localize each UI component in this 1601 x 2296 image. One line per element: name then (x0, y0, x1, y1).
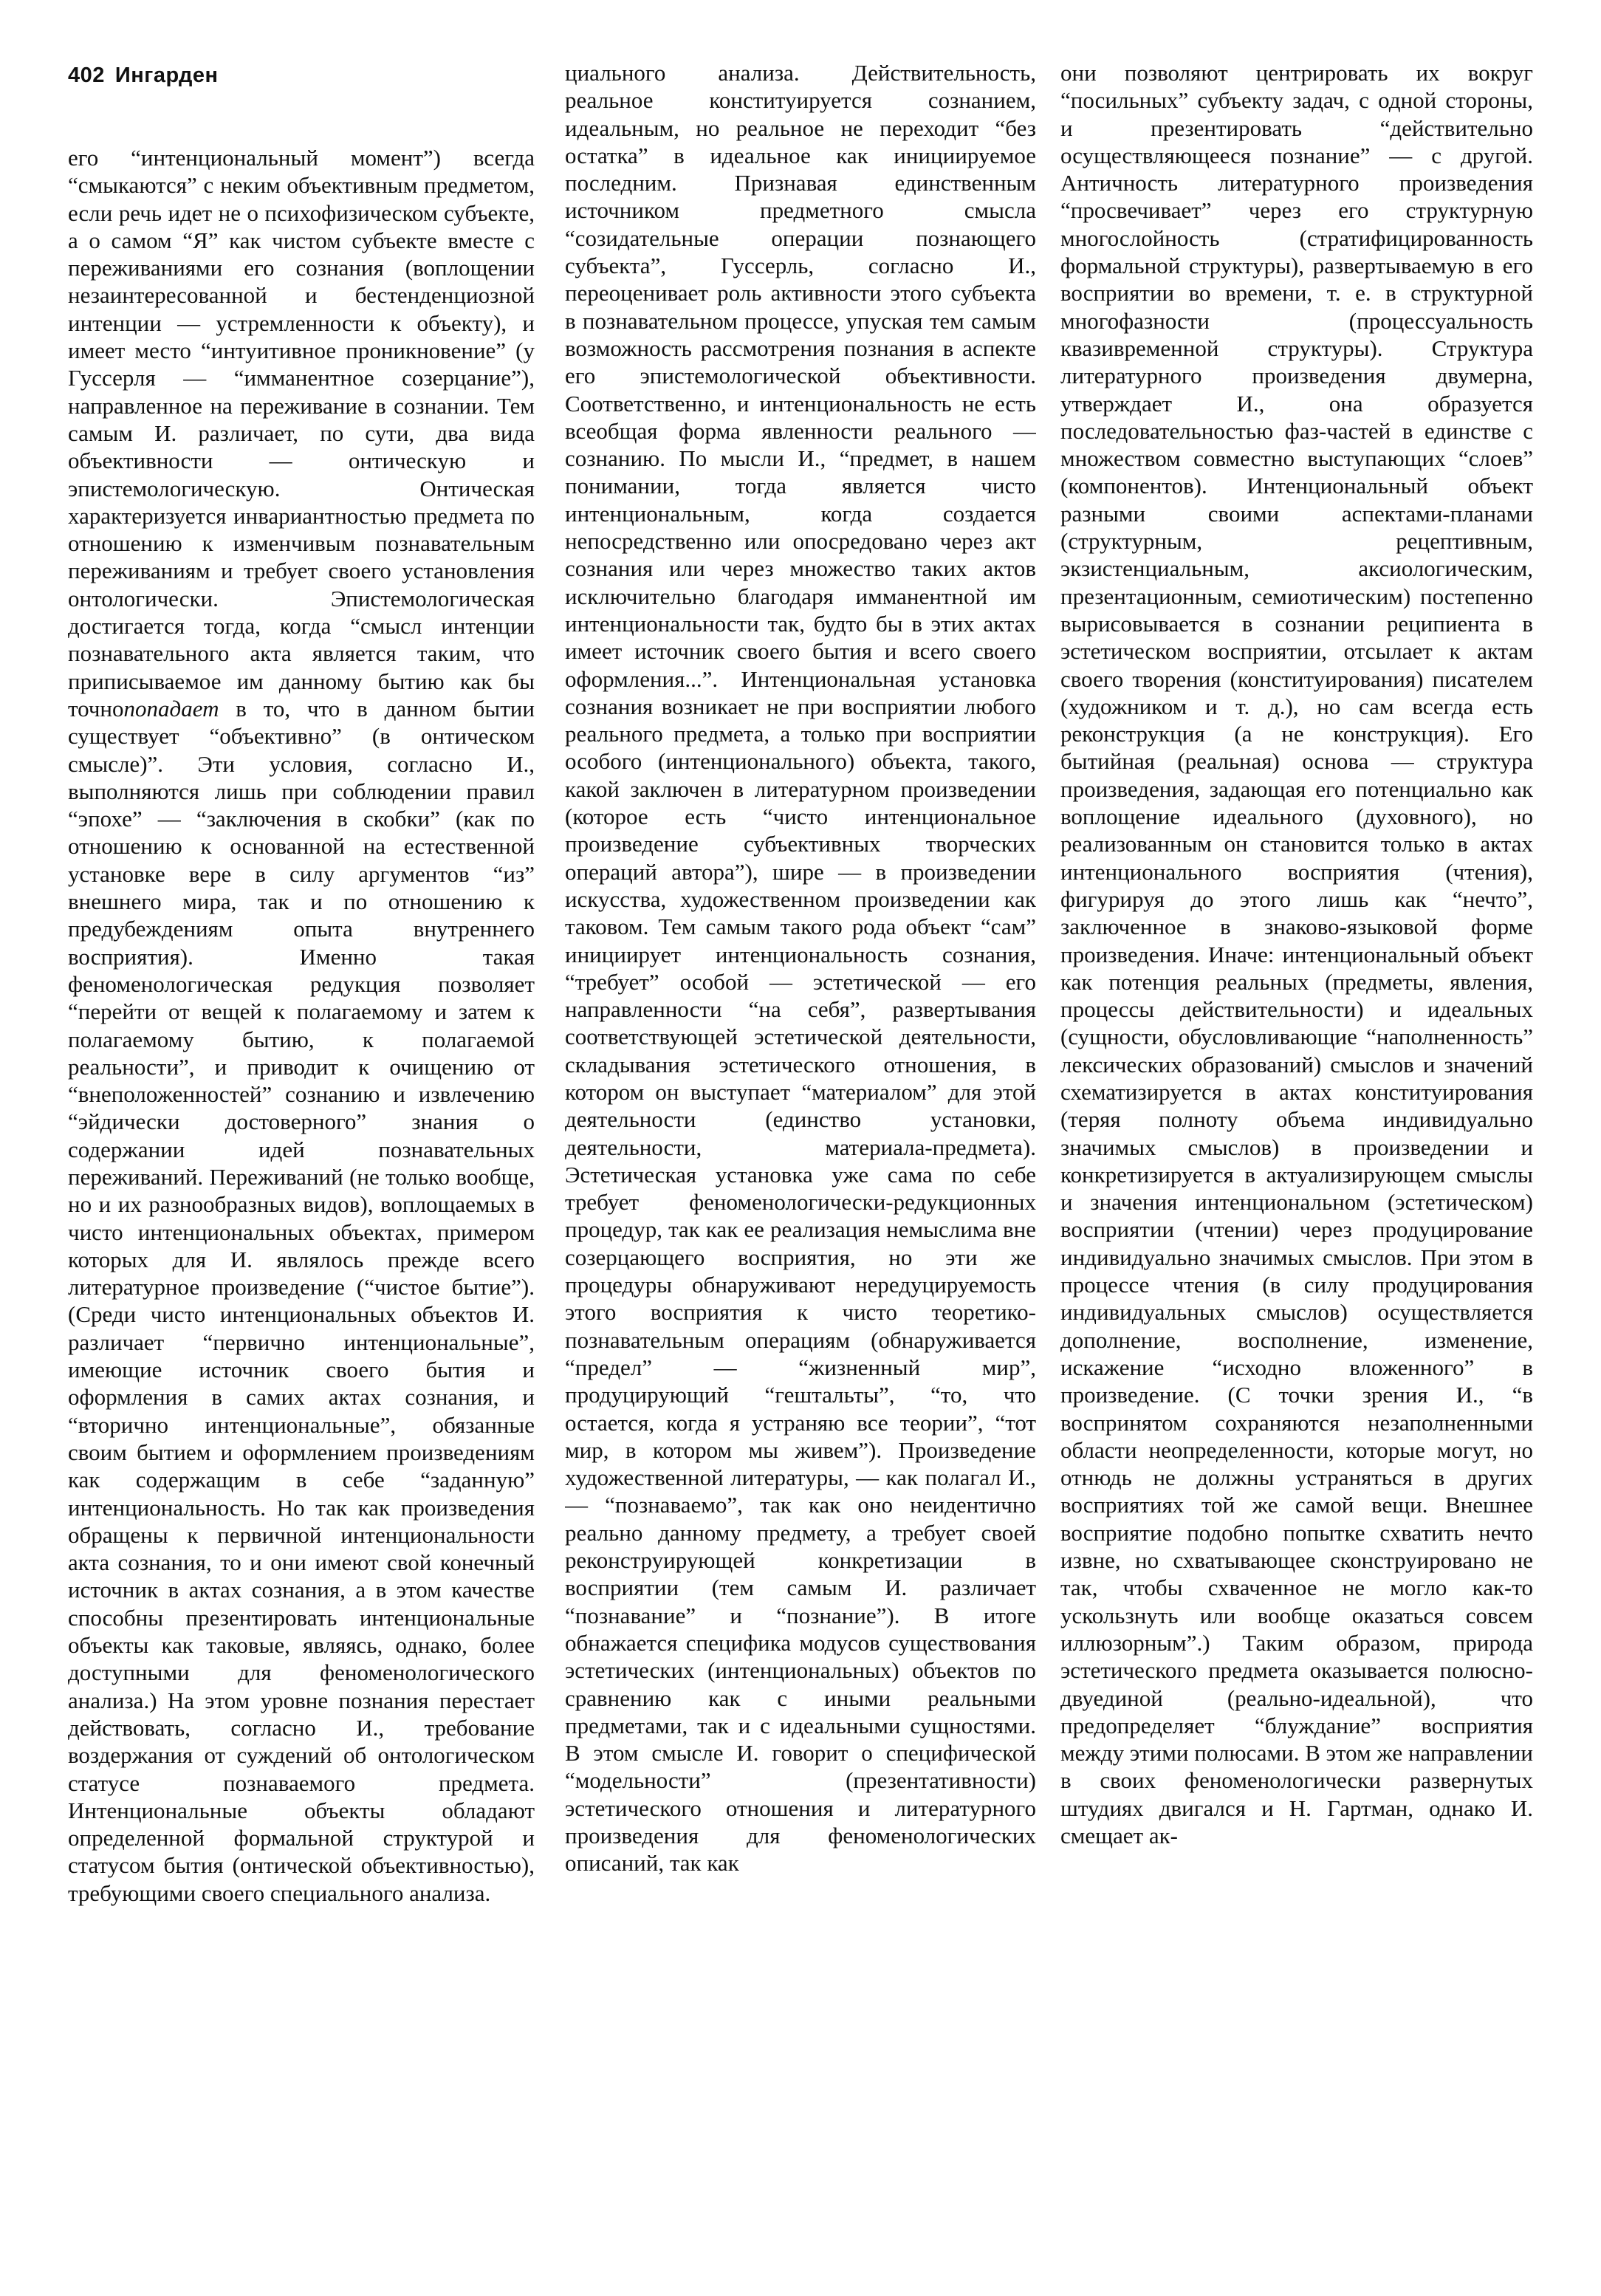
text-column-2 (565, 59, 1036, 2186)
page-number: 402 (68, 64, 105, 87)
column-3-paragraph: они позволяют центрировать их вокруг “посильных” субъекту задач, с одной стороны, и презентировать “действительно осуществляющееся познание” — с другой. Античность литературного произведения “просвечивает” через его структурную многослойность (стратифицированность формальной структуры), развертываемую в его восприятии во времени, т. е. в структурной многофазности (процессуальность квазивременной структуры). Структура литературного произведения двумерна, утверждает И., она образуется последовательностью фаз-частей в единстве с множеством совместно выступающих “слоев” (компонентов). Интенциональный объект разными своими аспектами-планами (структурным, рецептивным, экзистенциальным, аксиологическим, презентационным, семиотическим) постепенно вырисовывается в сознании реципиента в эстетическом восприятии, отсылает к актам своего творения (конституирования) писателем (художником и т. д.), но сам всегда есть реконструкция (а не конструкция). Его бытийная (реальная) основа — структура произведения, задающая его потенциально как воплощение идеального (духовного), но реализованным он становится только в актах интенционального восприятия (чтения), фигурируя до этого лишь как “нечто”, заключенное в знаково-языковой форме произведения. Иначе: интенциональный объект как потенция реальных (предметы, явления, процессы действительности) и идеальных (сущности, обусловливающие “наполненность” лексических образований) смыслов и значений схематизируется в актах конституирования (теряя полноту объема индивидуально значимых смыслов) в произведении и конкретизируется в актуализирующем смыслы и значения интенциональном (эстетическом) восприятии (чтении) через продуцирование индивидуально значимых смыслов. При этом в процессе чтения (в силу продуцирования индивидуальных смыслов) осуществляется дополнение, восполнение, изменение, искажение “исходно вложенного” в произведение. (С точки зрения И., “в воспринятом сохраняются незаполненными области неопределенности, которые могут, но отнюдь не должны устраняться в других восприятиях той же самой вещи. Внешнее восприятие подобно попытке схватить нечто извне, но схватывающее сконструировано не так, чтобы схваченное не могло как-то ускользнуть или вообще оказаться совсем иллюзорным”.) Таким образом, природа эстетического предмета оказывается полюсно-двуединой (реально-идеальной), что предопределяет “блуждание” восприятия между этими полюсами. В этом же направлении в своих феноменологически развернутых штудиях двигался и Н. Гартман, однако И. смещает ак- (1060, 60, 1533, 1848)
running-title: Ингарден (114, 64, 219, 87)
page-header (68, 64, 219, 88)
column-1-text-part-1: его “интенциональный момент”) всегда “смыкаются” с неким объективным предметом, если речь идет не о психофизическом субъекте, а о самом “Я” как чистом субъекте вместе с переживаниями его сознания (воплощении незаинтересованной и бестенденциозной интенции — устремленности к объекту), и имеет место “интуитивное проникновение” (у Гуссерля — “имманентное созерцание”), направленное на переживание в сознании. Тем самым И. различает, по сути, два вида объективности — онтическую и эпистемологическую. Онтическая характеризуется инвариантностью предмета по отношению к изменчивым познавательным переживаниям и требует своего установления онтологически. Эпистемологическая достигается тогда, когда “смысл интенции познавательного акта является таким, что приписываемое им данному бытию как бы точно (68, 145, 535, 722)
column-1-text-part-2: в то, что в данном бытии существует “объективно” (в онтическом смысле)”. Эти условия, согласно И., выполняются лишь при соблюдении правил “эпохе” — “заключения в скобки” (как по отношению к основанной на естественной установке вере в силу аргументов “из” внешнего мира, так и по отношению к предубеждениям опыта внутреннего восприятия). Именно такая феноменологическая редукция позволяет “перейти от вещей к полагаемому и затем к полагаемому бытию, к полагаемой реальности”, и приводит к очищению от “внеположенностей” сознанию и извлечению “эйдически достоверного” знания о содержании идей познавательных переживаний. Переживаний (не только вообще, но и их разнообразных видов), воплощаемых в чисто интенциональных объектах, примером которых для И. являлось прежде всего литературное произведение (“чистое бытие”). (Среди чисто интенциональных объектов И. различает “первично интенциональные”, имеющие источник своего бытия и оформления в самих актах сознания, и “вторично интенциональные”, обязанные своим бытием и оформлением произведениям как содержащим в себе “заданную” интенциональность. Но так как произведения обращены к первичной интенциональности акта сознания, то и они имеют свой конечный источник в актах сознания, а в этом качестве способны презентировать интенциональные объекты как таковые, являясь, однако, более доступными для феноменологического анализа.) На этом уровне познания перестает действовать, согласно И., требование воздержания от суждений об онтологическом статусе познаваемого предмета. Интенциональные объекты обладают определенной формальной структурой и статусом бытия (онтической объективностью), требующими своего специального анализа. (68, 695, 535, 1906)
column-1-paragraph (68, 144, 535, 1907)
text-column-1 (68, 144, 535, 2271)
column-2-paragraph: циального анализа. Действительность, реальное конституируется сознанием, идеальным, но реальное не переходит “без остатка” в идеальное как инициируемое последним. Признавая единственным источником предметного смысла “созидательные операции познающего субъекта”, Гуссерль, согласно И., переоценивает роль активности этого субъекта в познавательном процессе, упуская тем самым возможность рассмотрения познания в аспекте его эпистемологической объективности. Соответственно, и интенциональность не есть всеобщая форма явленности реального — сознанию. По мысли И., “предмет, в нашем понимании, тогда является чисто интенциональным, когда создается непосредственно или опосредовано через акт сознания или через множество таких актов исключительно благодаря имманентной им интенциональности так, будто бы в этих актах имеет источник своего бытия и всего своего оформления...”. Интенциональная установка сознания возникает не при восприятии любого реального предмета, а только при восприятии особого (интенционального) объекта, такого, какой заключен в литературном произведении (которое есть “чисто интенциональное произведение субъективных творческих операций автора”), шире — в произведении искусства, художественном произведении как таковом. Тем самым такого рода объект “сам” инициирует интенциональность сознания, “требует” особой — эстетической — его направленности “на себя”, развертывания соответствующей эстетической деятельности, складывания эстетического отношения, в котором он выступает “материалом” для этой деятельности (единство установки, деятельности, материала-предмета). Эстетическая установка уже сама по себе требует феноменологически-редукционных процедур, так как ее реализация немыслима вне созерцающего восприятия, но эти же процедуры обнаруживают нередуцируемость этого восприятия к чисто теоретико-познавательным операциям (обнаруживается “предел” — “жизненный мир”, продуцирующий “гештальты”, “то, что остается, когда я устраняю все теории”, “тот мир, в котором мы живем”). Произведение художественной литературы, — как полагал И., — “познаваемо”, так как оно неидентично реально данному предмету, а требует своей реконструирующей конкретизации в восприятии (тем самым И. различает “познавание” и “познание”). В итоге обнажается специфика модусов существования эстетических (интенциональных) объектов по сравнению как с иными реальными предметами, так и с идеальными сущностями. В этом смысле И. говорит о специфической “модельности” (презентативности) эстетического отношения и литературного произведения для феноменологических описаний, так как (565, 60, 1036, 1877)
emphasized-word: попадает (123, 695, 219, 722)
text-column-3 (1060, 59, 1533, 2186)
